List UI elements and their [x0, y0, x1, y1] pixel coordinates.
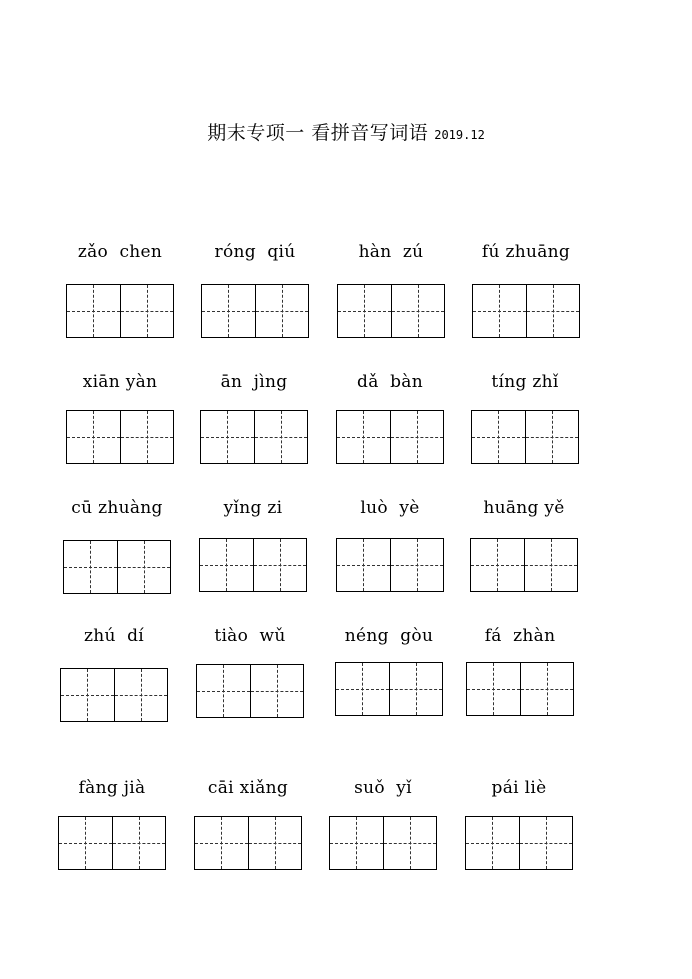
pinyin-label: dǎ bàn: [357, 372, 423, 392]
word-item: [178, 498, 328, 608]
pinyin-label: ān jìng: [220, 372, 288, 392]
tian-cell: [472, 411, 525, 463]
pinyin-label: cāi xiǎng: [207, 778, 289, 798]
pinyin-label: néng gòu: [344, 626, 434, 646]
pinyin-label: luò yè: [360, 498, 420, 518]
pinyin-label: róng qiú: [214, 242, 296, 262]
writing-boxes: [471, 410, 579, 464]
title-line: [0, 118, 692, 145]
tian-cell: [336, 663, 389, 715]
word-item: [45, 372, 195, 482]
tian-cell: [337, 539, 390, 591]
tian-cell: [520, 663, 574, 715]
word-item: [37, 778, 187, 888]
word-item: [42, 498, 192, 608]
date-label: 2019.12: [434, 128, 485, 142]
pinyin-label: tiào wǔ: [214, 626, 286, 646]
word-item: [39, 626, 189, 736]
tian-cell: [519, 817, 573, 869]
word-item: [315, 498, 465, 608]
writing-boxes: [465, 816, 573, 870]
tian-cell: [383, 817, 437, 869]
word-item: [179, 372, 329, 482]
writing-boxes: [337, 284, 445, 338]
tian-cell: [526, 285, 580, 337]
word-item: [175, 626, 325, 736]
tian-cell: [64, 541, 117, 593]
tian-cell: [391, 285, 445, 337]
tian-cell: [253, 539, 307, 591]
tian-cell: [337, 411, 390, 463]
tian-cell: [250, 665, 304, 717]
tian-cell: [114, 669, 168, 721]
tian-cell: [473, 285, 526, 337]
tian-cell: [120, 285, 174, 337]
pinyin-label: tíng zhǐ: [491, 372, 559, 392]
pinyin-label: fá zhàn: [484, 626, 556, 646]
tian-cell: [466, 817, 519, 869]
tian-cell: [202, 285, 255, 337]
pinyin-label: cū zhuàng: [71, 498, 163, 518]
word-item: [315, 372, 465, 482]
word-item: [444, 778, 594, 888]
tian-cell: [120, 411, 174, 463]
writing-boxes: [199, 538, 307, 592]
pinyin-label: suǒ yǐ: [354, 778, 412, 798]
word-item: [449, 498, 599, 608]
pinyin-label: zhú dí: [83, 626, 145, 646]
tian-cell: [330, 817, 383, 869]
writing-boxes: [196, 664, 304, 718]
pinyin-label: pái liè: [491, 778, 547, 798]
pinyin-label: fàng jià: [78, 778, 146, 798]
word-item: [314, 626, 464, 736]
tian-cell: [390, 539, 444, 591]
word-item: [451, 242, 601, 352]
writing-boxes: [329, 816, 437, 870]
writing-boxes: [66, 284, 174, 338]
tian-cell: [524, 539, 578, 591]
word-item: [308, 778, 458, 888]
pinyin-label: yǐng zi: [223, 498, 283, 518]
tian-cell: [200, 539, 253, 591]
tian-cell: [112, 817, 166, 869]
tian-cell: [67, 285, 120, 337]
word-item: [316, 242, 466, 352]
tian-cell: [67, 411, 120, 463]
tian-cell: [389, 663, 443, 715]
tian-cell: [471, 539, 524, 591]
word-item: [45, 242, 195, 352]
tian-cell: [390, 411, 444, 463]
pinyin-label: fú zhuāng: [481, 242, 571, 262]
writing-boxes: [200, 410, 308, 464]
tian-cell: [195, 817, 248, 869]
writing-boxes: [335, 662, 443, 716]
writing-boxes: [472, 284, 580, 338]
word-item: [173, 778, 323, 888]
tian-cell: [197, 665, 250, 717]
page-title: 期末专项一 看拼音写词语: [207, 122, 429, 144]
writing-boxes: [336, 538, 444, 592]
writing-boxes: [201, 284, 309, 338]
tian-cell: [254, 411, 308, 463]
writing-boxes: [58, 816, 166, 870]
writing-boxes: [66, 410, 174, 464]
writing-boxes: [336, 410, 444, 464]
writing-boxes: [194, 816, 302, 870]
word-item: [445, 626, 595, 736]
tian-cell: [117, 541, 171, 593]
writing-boxes: [466, 662, 574, 716]
pinyin-label: xiān yàn: [82, 372, 158, 392]
word-item: [450, 372, 600, 482]
tian-cell: [61, 669, 114, 721]
writing-boxes: [63, 540, 171, 594]
tian-cell: [201, 411, 254, 463]
writing-boxes: [470, 538, 578, 592]
tian-cell: [255, 285, 309, 337]
tian-cell: [248, 817, 302, 869]
tian-cell: [467, 663, 520, 715]
pinyin-label: hàn zú: [358, 242, 424, 262]
pinyin-label: zǎo chen: [77, 242, 163, 262]
tian-cell: [59, 817, 112, 869]
tian-cell: [338, 285, 391, 337]
word-item: [180, 242, 330, 352]
writing-boxes: [60, 668, 168, 722]
tian-cell: [525, 411, 579, 463]
pinyin-label: huāng yě: [483, 498, 565, 518]
